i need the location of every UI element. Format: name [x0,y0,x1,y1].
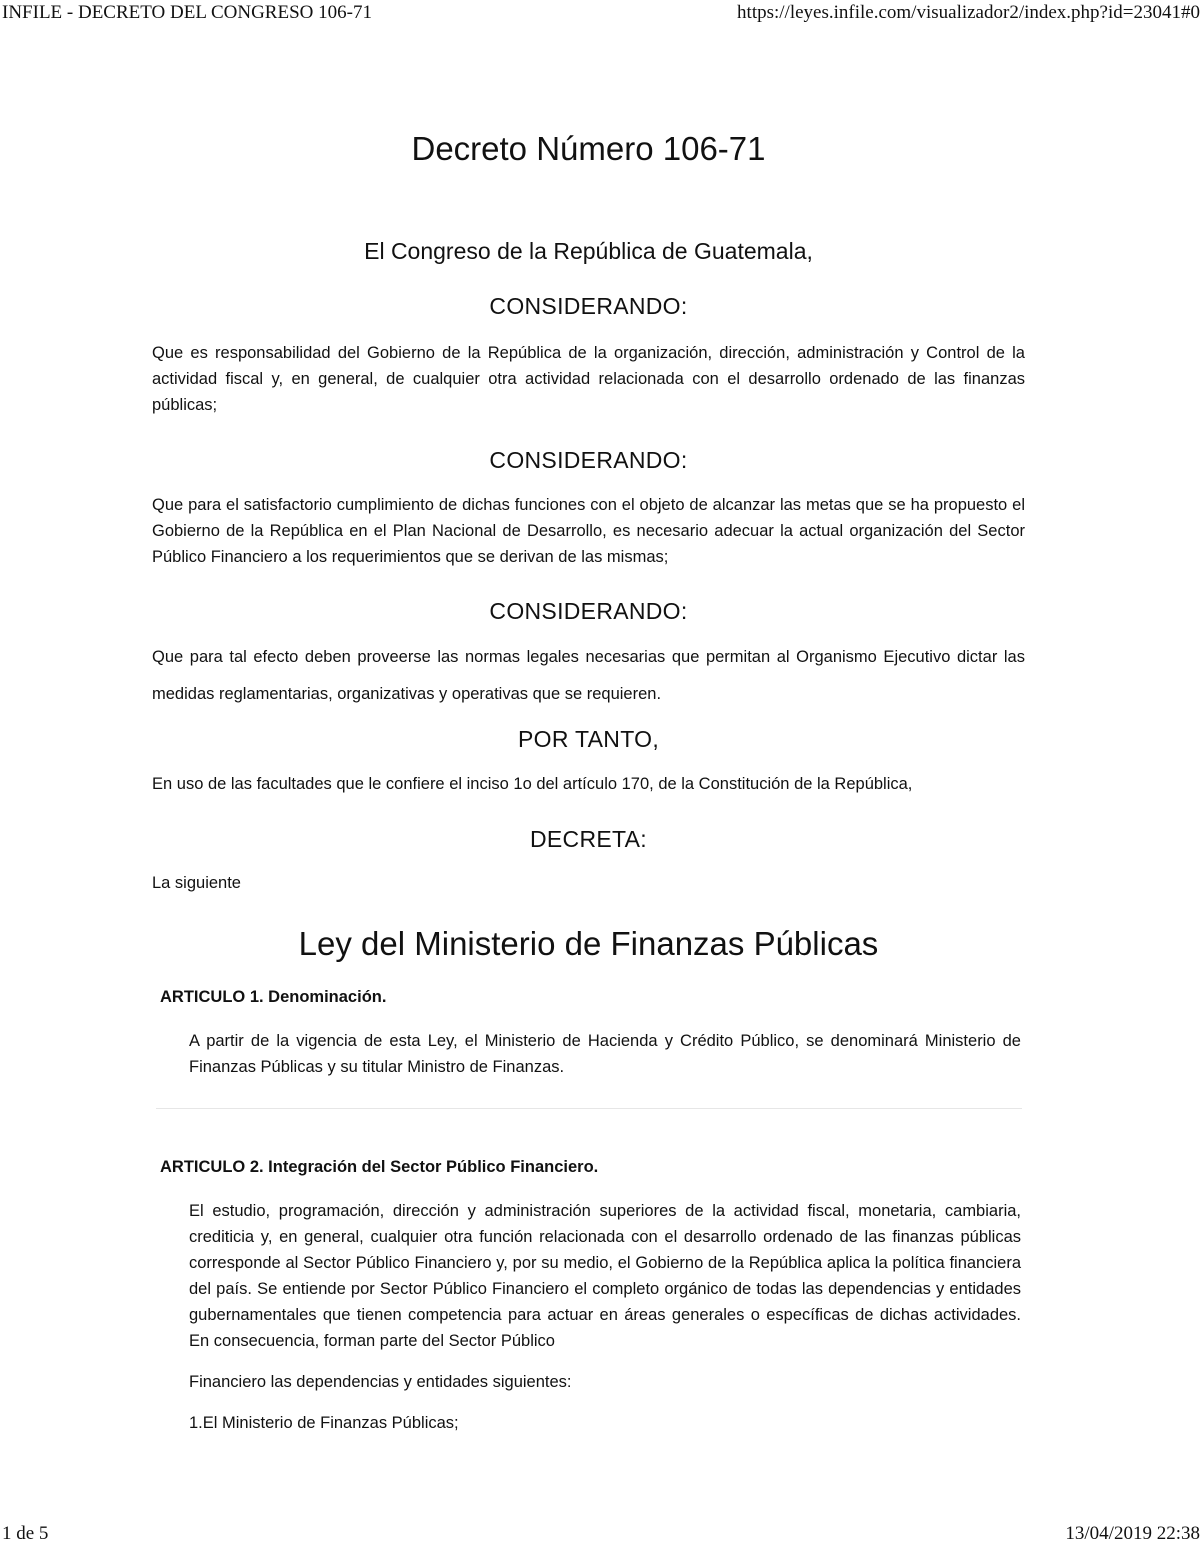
considerando-text-1: Que es responsabilidad del Gobierno de la República de la organización, dirección, administración y Control de la actividad fiscal y, en general, de cualquier otra actividad relacionada con el desarrollo ordenado de las finanzas públicas; [152,344,1025,414]
considerando-heading-3: CONSIDERANDO: [489,598,688,624]
article-1-text: A partir de la vigencia de esta Ley, el Ministerio de Hacienda y Crédito Público, se denominará Ministerio de Finanzas Públicas y su titular Ministro de Finanzas. [189,1032,1021,1076]
por-tanto-text: En uso de las facultades que le confiere el inciso 1o del artículo 170, de la Constitución de la República, [152,775,913,793]
law-title: Ley del Ministerio de Finanzas Públicas [298,925,879,962]
decreta-heading: DECRETA: [530,826,647,852]
considerando-heading-2: CONSIDERANDO: [489,447,688,473]
print-header [0,0,1200,28]
article-2-list-item-1: 1.El Ministerio de Finanzas Públicas; [189,1414,459,1432]
article-1-heading: ARTICULO 1. Denominación. [160,988,387,1006]
decreta-text: La siguiente [152,874,241,892]
article-2-heading: ARTICULO 2. Integración del Sector Público Financiero. [160,1158,599,1176]
article-2-text: El estudio, programación, dirección y administración superiores de la actividad fiscal, monetaria, cambiaria, crediticia y, en general, cualquier otra función relacionada con el desarrollo ordenado de las finanzas públicas corresponde al Sector Público Financiero y, por su medio, el Gobierno de la República aplica la política financiera del país. Se entiende por Sector Público Financiero el completo orgánico de todas las dependencias y entidades gubernamentales que tienen competencia para actuar en áreas generales o específicas de dichas actividades. En consecuencia, forman parte del Sector Público [189,1202,1021,1350]
considerando-text-2: Que para el satisfactorio cumplimiento de dichas funciones con el objeto de alcanzar las metas que se ha propuesto el Gobierno de la República en el Plan Nacional de Desarrollo, es necesario adecuar la actual organización del Sector Público Financiero a los requerimientos que se derivan de las mismas; [152,496,1025,566]
article-2-continuation: Financiero las dependencias y entidades siguientes: [189,1373,572,1391]
considerando-text-3: Que para tal efecto deben proveerse las normas legales necesarias que permitan al Organismo Ejecutivo dictar las medidas reglamentarias, organizativas y operativas que se requieren. [152,648,1025,703]
print-header-title: INFILE - DECRETO DEL CONGRESO 106-71 [2,2,372,23]
considerando-heading-1: CONSIDERANDO: [489,293,688,319]
por-tanto-heading: POR TANTO, [517,726,660,752]
print-timestamp: 13/04/2019 22:38 [1065,1523,1200,1544]
page-number: 1 de 5 [2,1523,49,1544]
print-footer [0,1521,1200,1551]
congress-line: El Congreso de la República de Guatemala, [364,238,813,264]
decree-title: Decreto Número 106-71 [411,130,766,167]
article-divider [156,1108,1022,1109]
print-header-url: https://leyes.infile.com/visualizador2/index.php?id=23041#0 [737,2,1200,23]
